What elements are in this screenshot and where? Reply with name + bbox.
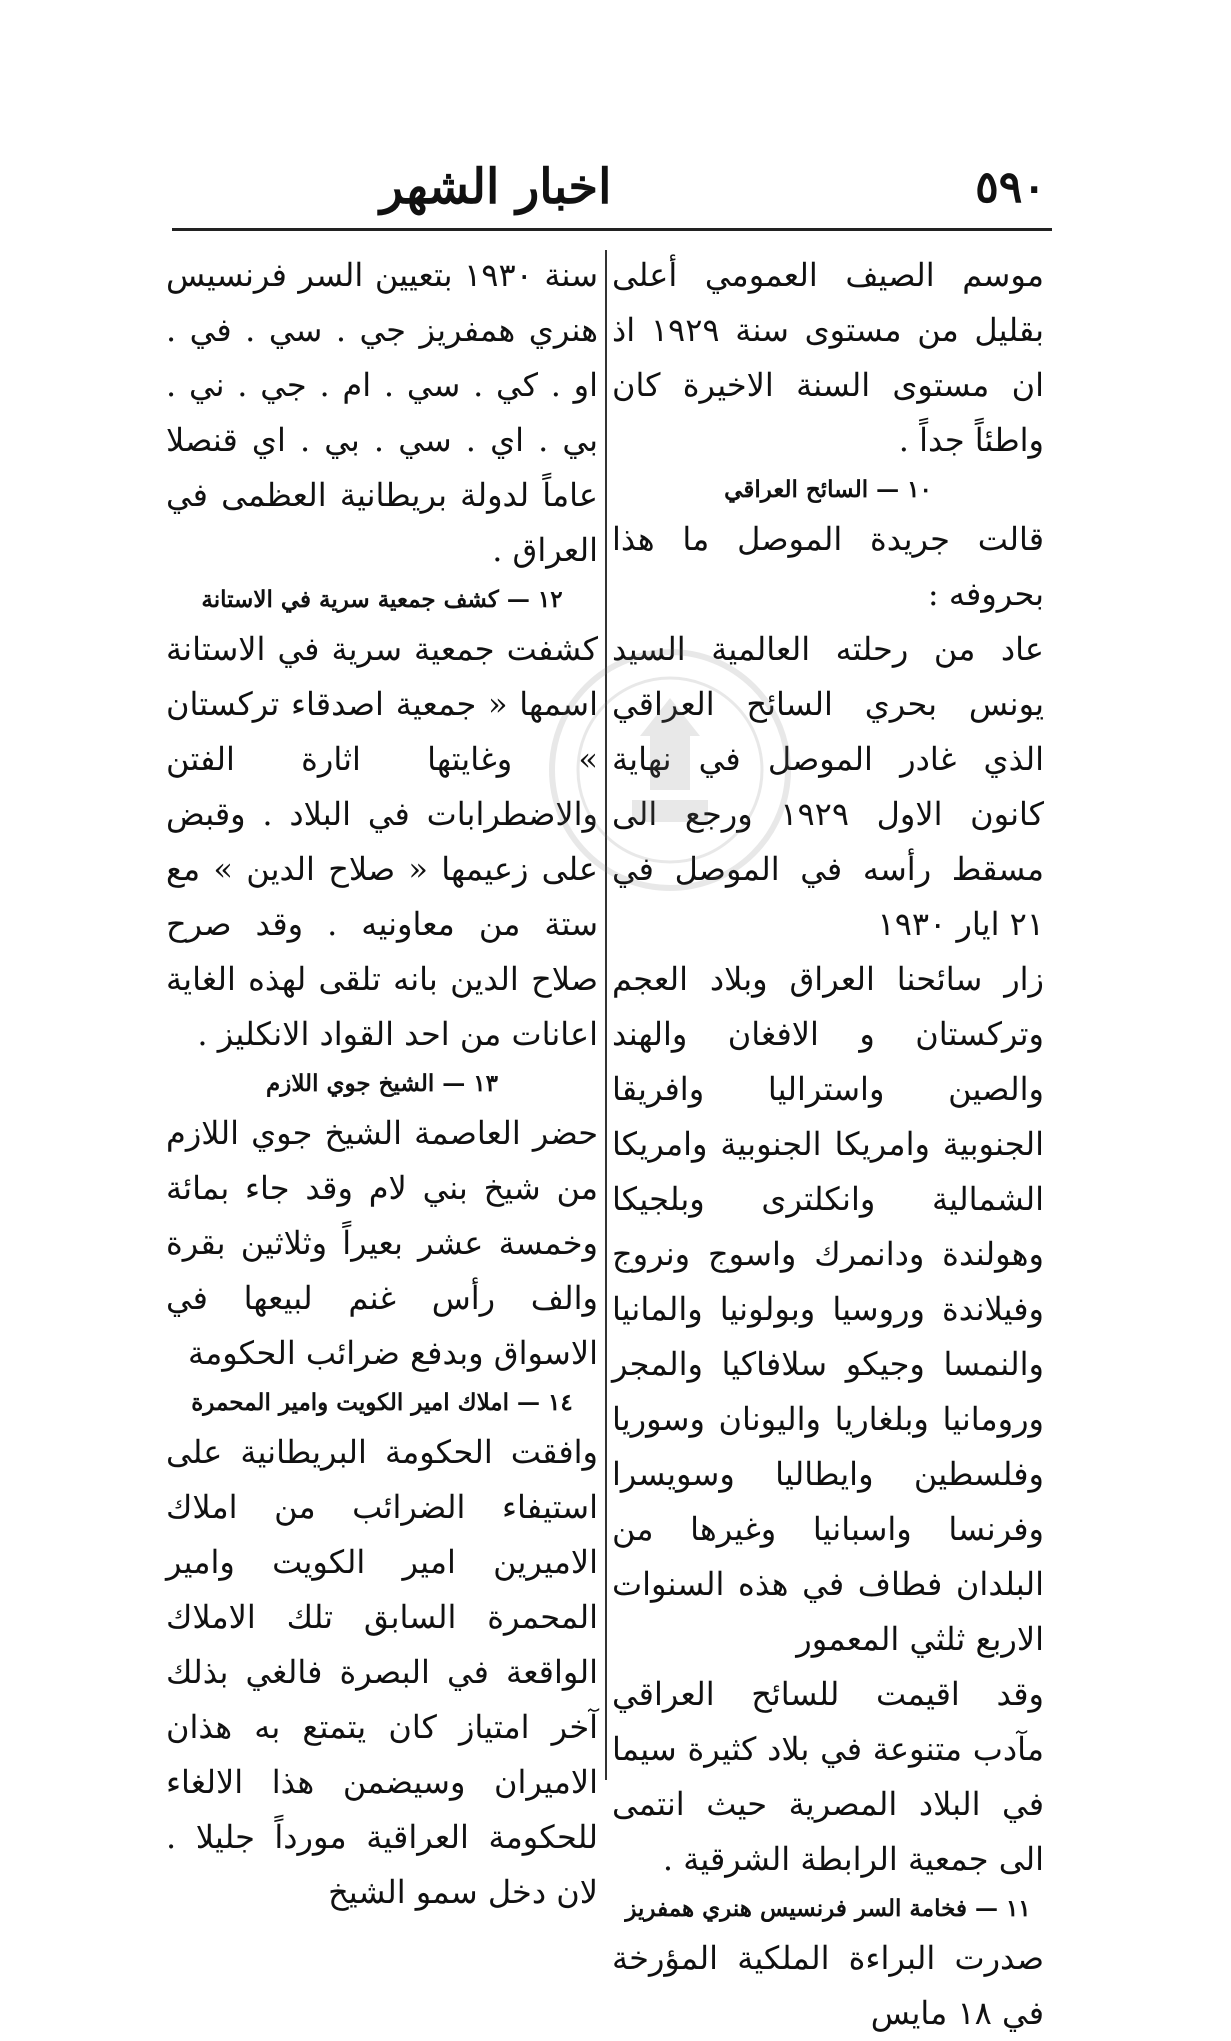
section-heading-12: ١٢ — كشف جمعية سرية في الاستانة [201, 586, 563, 613]
paragraph: حضر العاصمة الشيخ جوي اللازم من شيخ بني لام وقد جاء بمائة وخمسة عشر بعيراً وثلاثين بقرة والف رأس غنم لبيعها في الاسواق وبدفع ضرائب الحكومة [166, 1114, 598, 1372]
paragraph: وقد اقيمت للسائح العراقي مآدب متنوعة في بلاد كثيرة سيما في البلاد المصرية حيث انتمى الى جمعية الرابطة الشرقية . [612, 1675, 1044, 1878]
right-column [612, 248, 1045, 2032]
paragraph: وافقت الحكومة البريطانية على استيفاء الضرائب من املاك الاميرين امير الكويت وامير المحمرة السابق تلك الاملاك الواقعة في البصرة فالغي بذلك آخر امتياز كان يتمتع به هذان الاميران وسيضمن هذا الالغاء للحكومة العراقية مورداً جليلا . لان دخل سمو الشيخ [166, 1433, 598, 1911]
column-divider [605, 250, 607, 1780]
paragraph: موسم الصيف العمومي أعلى بقليل من مستوى سنة ١٩٢٩ اذ ان مستوى السنة الاخيرة كان واطئاً جداً . [612, 256, 1045, 459]
paragraph: زار سائحنا العراق وبلاد العجم وتركستان و الافغان والهند والصين واستراليا وافريقا الجنوبية وامريكا الجنوبية وامريكا الشمالية وانكلترى وبلجيكا وهولندة ودانمرك واسوج ونروج وفيلاندة وروسيا وبولونيا والمانيا والنمسا وجيكو سلافاكيا والمجر ورومانيا وبلغاريا واليونان وسوريا وفلسطين وايطاليا وسويسرا وفرنسا واسبانيا وغيرها من البلدان فطاف في هذه السنوات الاربع ثلثي المعمور [612, 960, 1044, 1658]
running-title: اخبار الشهر [380, 159, 612, 215]
header-rule [172, 228, 1052, 231]
paragraph: قالت جريدة الموصل ما هذا بحروفه : [612, 520, 1044, 613]
page-header [170, 142, 1046, 232]
paragraph: عاد من رحلته العالمية السيد يونس بحري السائح العراقي الذي غادر الموصل في نهاية كانون الاول ١٩٢٩ ورجع الى مسقط رأسه في الموصل في ٢١ ايار ١٩٣٠ [612, 630, 1045, 943]
section-heading-13: ١٣ — الشيخ جوي اللازم [265, 1070, 499, 1097]
paragraph: سنة ١٩٣٠ بتعيين السر فرنسيس هنري همفريز جي . سي . في . او . كي . سي . ام . جي . ني . بي . اي . سي . بي . اي قنصلا عاماً لدولة بريطانية العظمى في العراق . [166, 256, 598, 569]
page-number: ٥٩٠ [975, 161, 1046, 213]
section-heading-10: ١٠ — السائح العراقي [724, 476, 932, 503]
section-heading-11: ١١ — فخامة السر فرنسيس هنري همفريز [625, 1895, 1031, 1922]
section-heading-14: ١٤ — املاك امير الكويت وامير المحمرة [191, 1389, 573, 1416]
left-column [166, 248, 598, 1911]
paragraph: صدرت البراءة الملكية المؤرخة في ١٨ مايس [612, 1939, 1044, 2032]
paragraph: كشفت جمعية سرية في الاستانة اسمها « جمعية اصدقاء تركستان » وغايتها اثارة الفتن والاضطرابات في البلاد . وقبض على زعيمها « صلاح الدين » مع ستة من معاونيه . وقد صرح صلاح الدين بانه تلقى لهذه الغاية اعانات من احد القواد الانكليز . [166, 630, 598, 1053]
